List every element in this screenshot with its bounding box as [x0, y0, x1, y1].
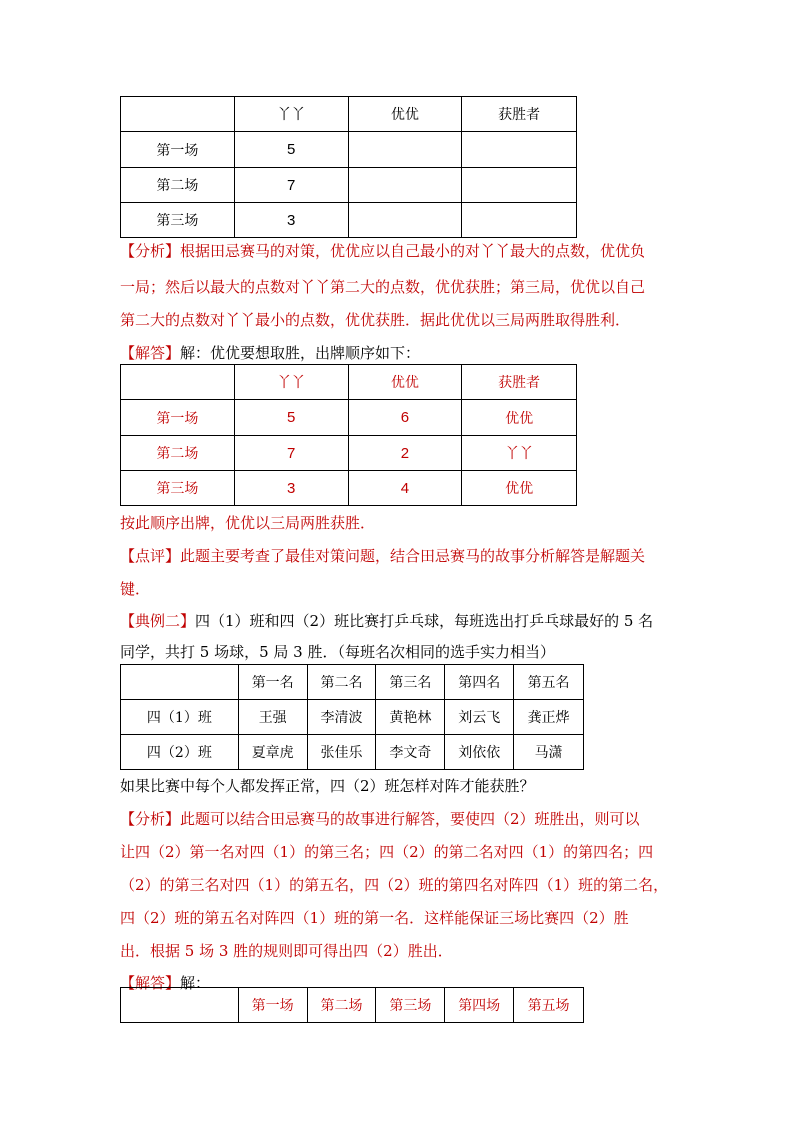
- conclusion-text: 按此顺序出牌，优优以三局两胜获胜．: [120, 514, 376, 532]
- table-cell: 第五场: [514, 988, 584, 1023]
- table-cell: 第二场: [307, 988, 376, 1023]
- table-cell: [348, 203, 462, 238]
- table-cell: [462, 132, 577, 168]
- table-cell: [121, 365, 235, 400]
- table-row: [121, 400, 577, 436]
- table-cell: 第三场: [121, 203, 235, 238]
- table-cell: 丫丫: [234, 365, 348, 400]
- comment-text: 此题主要考查了最佳对策问题，结合田忌赛马的故事分析解答是解题关: [180, 547, 646, 565]
- table-cell: 6: [348, 400, 462, 436]
- table-header-row: [121, 665, 584, 700]
- answer-tag: 【解答】: [120, 344, 181, 362]
- table-cell: [348, 132, 462, 168]
- analysis-tag: 【分析】: [120, 810, 181, 828]
- analysis-text: 让四（2）第一名对四（1）的第三名；四（2）的第二名对四（1）的第四名；四: [120, 843, 654, 861]
- analysis-text: 此题可以结合田忌赛马的故事进行解答，要使四（2）班胜出，则可以: [180, 810, 640, 828]
- table-row: [121, 203, 577, 238]
- comment-text: 键．: [120, 580, 151, 598]
- table-cell: 优优: [348, 97, 462, 132]
- table-cell: 第四名: [445, 665, 514, 700]
- table-cell: [462, 168, 577, 203]
- table-dice-solution: [120, 364, 577, 506]
- table-row: [121, 700, 584, 735]
- table-cell: 第一场: [238, 988, 307, 1023]
- table-row: [121, 132, 577, 168]
- comment-paragraph: [120, 545, 645, 566]
- table-row: [121, 168, 577, 203]
- table-cell: 第一名: [238, 665, 307, 700]
- table-header-row: [121, 988, 584, 1023]
- table-dice-blank: [120, 96, 577, 238]
- table-cell: 第一场: [121, 400, 235, 436]
- example-text: 四（1）班和四（2）班比赛打乒乓球，每班选出打乒乓球最好的 5 名: [195, 612, 654, 630]
- table-cell: 7: [234, 168, 348, 203]
- table-cell: 李清波: [307, 700, 376, 735]
- table-cell: 第二名: [307, 665, 376, 700]
- analysis-paragraph: [120, 808, 640, 829]
- table-cell: 第三场: [121, 471, 235, 506]
- table-cell: [121, 665, 239, 700]
- table-cell: 丫丫: [462, 436, 577, 471]
- question-text: 如果比赛中每个人都发挥正常，四（2）班怎样对阵才能获胜？: [120, 777, 535, 795]
- table-header-row: [121, 97, 577, 132]
- table-cell: 第三名: [376, 665, 445, 700]
- analysis-text: 第二大的点数对丫丫最小的点数，优优获胜．据此优优以三局两胜取得胜利．: [120, 311, 631, 329]
- table-cell: 刘依依: [445, 735, 514, 770]
- table-cell: 四（1）班: [121, 700, 239, 735]
- table-cell: [462, 203, 577, 238]
- table-cell: 四（2）班: [121, 735, 239, 770]
- table-cell: 第二场: [121, 436, 235, 471]
- table-cell: 第五名: [514, 665, 584, 700]
- table-cell: [348, 168, 462, 203]
- table-cell: 5: [234, 400, 348, 436]
- table-cell: 4: [348, 471, 462, 506]
- table-cell: 第二场: [121, 168, 235, 203]
- table-cell: 第四场: [445, 988, 514, 1023]
- table-cell: 2: [348, 436, 462, 471]
- analysis-text: 一局；然后以最大的点数对丫丫第二大的点数，优优获胜；第三局，优优以自己: [120, 278, 646, 296]
- table-row: [121, 436, 577, 471]
- table-row: [121, 735, 584, 770]
- table-header-row: [121, 365, 577, 400]
- table-match-schedule: [120, 987, 584, 1023]
- table-cell: 张佳乐: [307, 735, 376, 770]
- table-cell: 5: [234, 132, 348, 168]
- table-cell: [121, 97, 235, 132]
- answer-paragraph: [120, 342, 420, 363]
- analysis-text: 出．根据 5 场 3 胜的规则即可得出四（2）胜出．: [120, 942, 453, 960]
- table-cell: 李文奇: [376, 735, 445, 770]
- table-cell: 7: [234, 436, 348, 471]
- answer-tag: 【解答】: [120, 974, 181, 992]
- table-row: [121, 471, 577, 506]
- table-cell: 第一场: [121, 132, 235, 168]
- table-cell: 优优: [462, 400, 577, 436]
- table-cell: 第三场: [376, 988, 445, 1023]
- analysis-text: 四（2）班的第五名对阵四（1）班的第一名．这样能保证三场比赛四（2）胜: [120, 909, 629, 927]
- table-cell: 龚正烨: [514, 700, 584, 735]
- table-cell: 王强: [238, 700, 307, 735]
- table-class-rankings: [120, 664, 584, 770]
- table-cell: 优优: [462, 471, 577, 506]
- table-cell: 获胜者: [462, 97, 577, 132]
- table-cell: 丫丫: [234, 97, 348, 132]
- table-cell: [121, 988, 239, 1023]
- table-cell: 优优: [348, 365, 462, 400]
- table-cell: 刘云飞: [445, 700, 514, 735]
- analysis-paragraph: [120, 240, 645, 261]
- table-cell: 黄艳林: [376, 700, 445, 735]
- table-cell: 获胜者: [462, 365, 577, 400]
- table-cell: 3: [234, 203, 348, 238]
- example-text: 同学，共打 5 场球，5 局 3 胜．（每班名次相同的选手实力相当）: [120, 643, 555, 661]
- answer-text: 解：优优要想取胜，出牌顺序如下：: [180, 344, 421, 362]
- analysis-tag: 【分析】: [120, 242, 181, 260]
- analysis-text: 根据田忌赛马的对策，优优应以自己最小的对丫丫最大的点数，优优负: [180, 242, 646, 260]
- answer-text: 解：: [180, 974, 211, 992]
- analysis-text: （2）的第三名对四（1）的第五名，四（2）班的第四名对阵四（1）班的第二名，: [120, 876, 669, 894]
- example-tag: 【典例二】: [120, 612, 196, 630]
- table-cell: 夏章虎: [238, 735, 307, 770]
- table-cell: 3: [234, 471, 348, 506]
- example-paragraph: [120, 610, 653, 631]
- table-cell: 马潇: [514, 735, 584, 770]
- comment-tag: 【点评】: [120, 547, 181, 565]
